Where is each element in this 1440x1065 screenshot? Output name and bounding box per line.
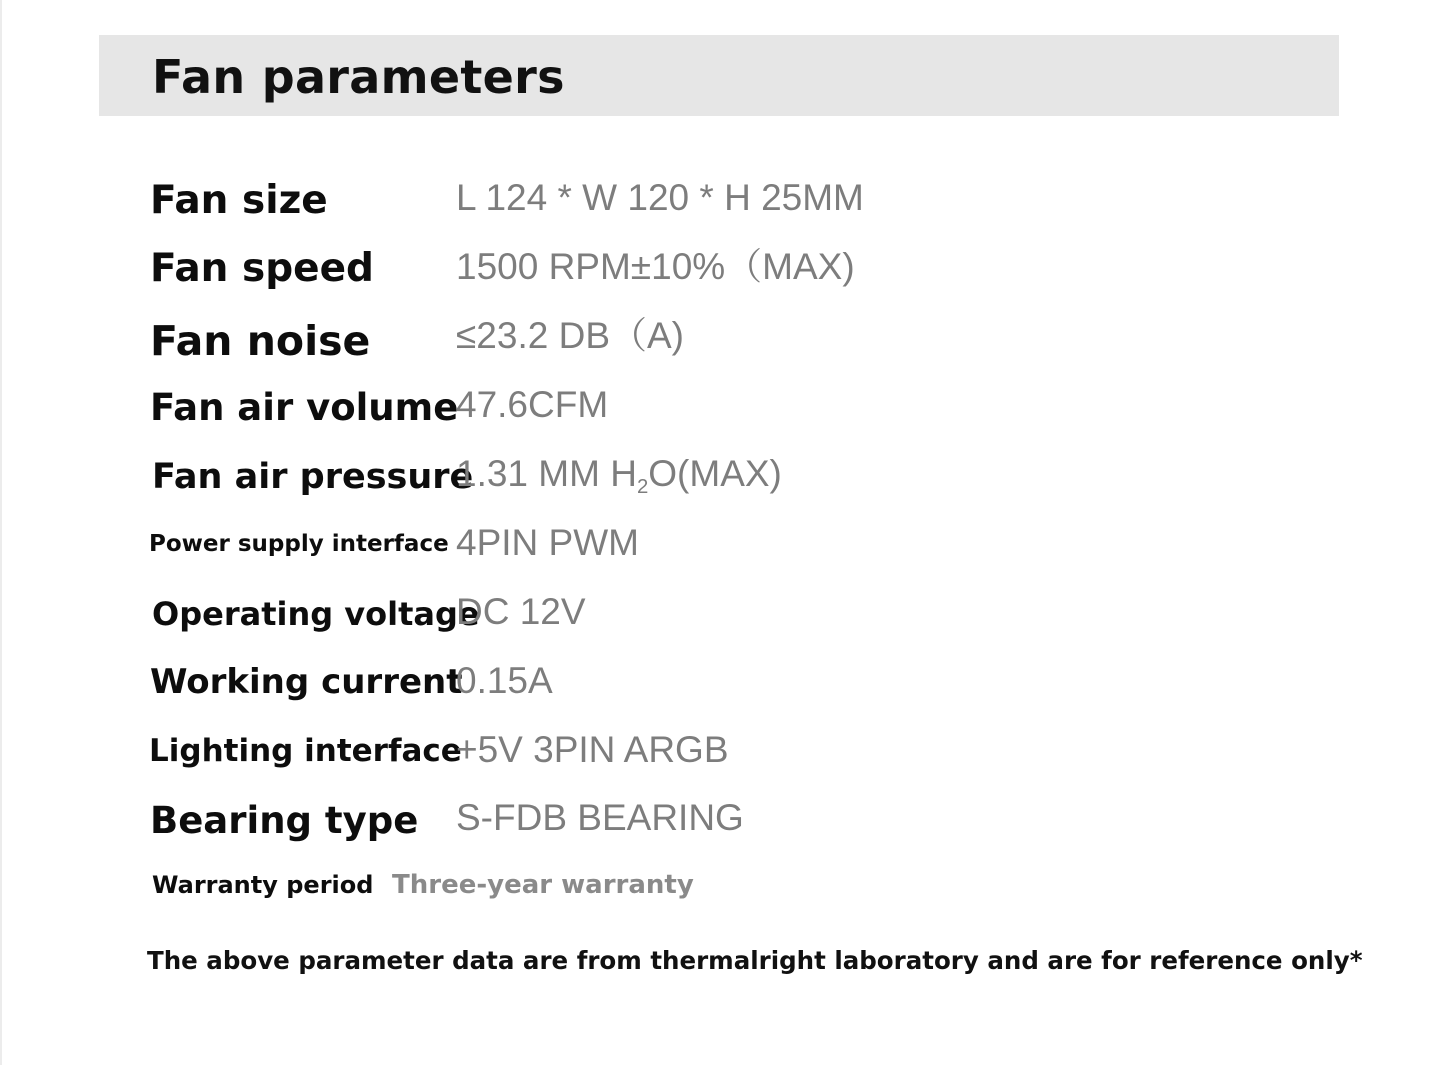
spec-value: 0.15A (456, 660, 553, 701)
page-title: Fan parameters (152, 50, 565, 104)
spec-label: Working current (150, 662, 463, 702)
spec-row-warranty-period (0, 865, 1440, 925)
spec-row-fan-air-pressure (0, 447, 1440, 507)
spec-row-fan-noise (0, 309, 1440, 369)
spec-row-fan-speed (0, 240, 1440, 300)
spec-row-fan-size (0, 171, 1440, 231)
spec-label: Warranty period (152, 871, 374, 899)
spec-value: Three-year warranty (392, 870, 694, 900)
spec-label: Power supply interface (149, 531, 449, 557)
spec-label: Bearing type (150, 799, 419, 842)
spec-label: Fan noise (150, 317, 371, 365)
spec-row-operating-voltage (0, 585, 1440, 645)
spec-value-suffix: O(MAX) (648, 453, 782, 494)
spec-row-lighting-interface (0, 723, 1440, 783)
spec-value (456, 449, 782, 505)
spec-value-prefix: 1.31 MM H (456, 453, 637, 494)
spec-label: Fan speed (150, 246, 374, 291)
spec-value: 4PIN PWM (456, 522, 639, 563)
spec-value: S-FDB BEARING (456, 797, 744, 838)
spec-label: Fan air volume (150, 386, 459, 429)
spec-label: Operating voltage (152, 595, 480, 633)
disclaimer-footnote: The above parameter data are from thermalright laboratory and are for reference only* (147, 946, 1363, 975)
spec-label: Fan size (150, 178, 328, 223)
spec-row-fan-air-volume (0, 378, 1440, 438)
spec-value: ≤23.2 DB（A) (456, 315, 684, 356)
spec-value: +5V 3PIN ARGB (456, 729, 729, 770)
spec-row-bearing-type (0, 791, 1440, 851)
spec-row-power-supply-interface (0, 516, 1440, 576)
spec-label: Fan air pressure (152, 457, 474, 497)
spec-label: Lighting interface (149, 733, 462, 769)
subscript-two: 2 (636, 476, 649, 499)
spec-value: DC 12V (456, 591, 586, 632)
spec-value: 1500 RPM±10%（MAX) (456, 246, 855, 287)
spec-value: L 124 * W 120 * H 25MM (456, 177, 864, 218)
spec-value: 47.6CFM (456, 384, 609, 425)
header-band (99, 35, 1339, 116)
spec-row-working-current (0, 654, 1440, 714)
